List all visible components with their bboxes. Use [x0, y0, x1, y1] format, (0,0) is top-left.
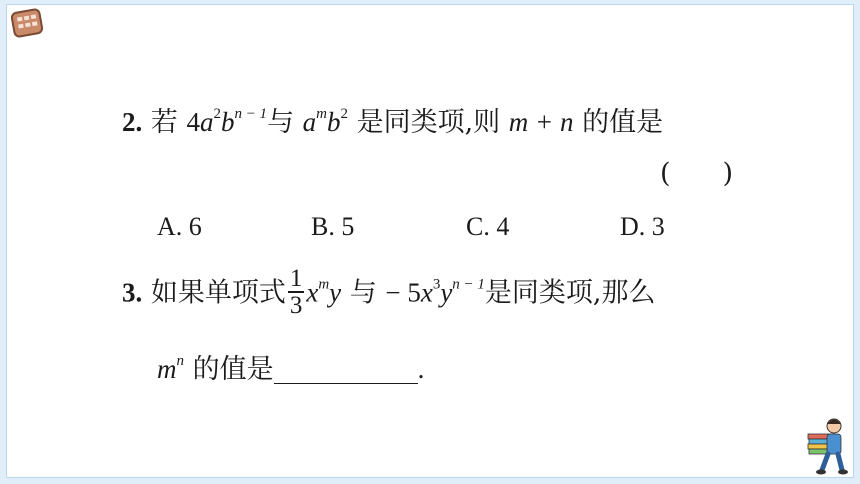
- q3-term1-x: x: [306, 277, 319, 308]
- q3-base-exp: n: [176, 353, 184, 369]
- q2-term2-b: b: [327, 107, 341, 137]
- q3-term1-y: y: [329, 277, 342, 308]
- option-a[interactable]: A. 6: [157, 212, 202, 241]
- answer-parentheses: [660, 160, 733, 187]
- q3-conj: 与: [349, 277, 377, 309]
- question-2-stem: [122, 107, 663, 136]
- q2-prefix: 若: [150, 107, 178, 138]
- q2-term2-a: a: [302, 107, 317, 137]
- q3-base: m: [157, 354, 177, 384]
- answer-blank[interactable]: [274, 357, 418, 384]
- q3-term2-x: x: [420, 277, 433, 308]
- q2-suffix: 的值是: [582, 107, 664, 138]
- q2-term2-a-exp: m: [316, 106, 327, 122]
- q2-expression: m + n: [508, 107, 574, 137]
- q2-mid: 是同类项,则: [356, 107, 501, 138]
- question-3-stem-line2: [157, 354, 424, 384]
- q3-suffix: 的值是: [192, 354, 274, 385]
- q2-term1-b-exp: n − 1: [234, 106, 268, 122]
- q2-conj: 与: [267, 107, 295, 138]
- q3-mid: 是同类项,那么: [484, 277, 656, 309]
- paren-close: ): [722, 158, 734, 189]
- question-3-stem: [122, 265, 656, 320]
- slide: [6, 4, 854, 478]
- student-carrying-books-icon: [800, 416, 850, 476]
- question-number: 2.: [122, 107, 143, 137]
- paren-open: (: [660, 158, 671, 189]
- option-d[interactable]: D. 3: [620, 212, 665, 241]
- q2-term1-a: a: [199, 107, 214, 137]
- q2-term1-a-exp: 2: [213, 106, 221, 122]
- q2-term2-b-exp: 2: [340, 106, 348, 122]
- q3-fraction: [288, 266, 305, 318]
- q3-term2-y-exp: n − 1: [452, 276, 485, 293]
- option-c[interactable]: C. 4: [466, 212, 510, 241]
- q3-period: .: [417, 354, 425, 384]
- q3-term2-y: y: [440, 277, 453, 308]
- q3-term2-coef: − 5: [385, 277, 421, 308]
- calculator-icon: [10, 8, 46, 38]
- fraction-denominator: 3: [289, 292, 303, 319]
- option-b[interactable]: B. 5: [311, 212, 355, 241]
- q3-prefix: 如果单项式: [150, 277, 286, 309]
- q2-term1-b: b: [220, 107, 235, 137]
- q3-term2-x-exp: 3: [432, 276, 441, 293]
- fraction-numerator: 1: [289, 265, 303, 292]
- q2-term1-coef: 4: [186, 107, 200, 137]
- question-number: 3.: [122, 277, 143, 308]
- q3-term1-x-exp: m: [318, 276, 330, 293]
